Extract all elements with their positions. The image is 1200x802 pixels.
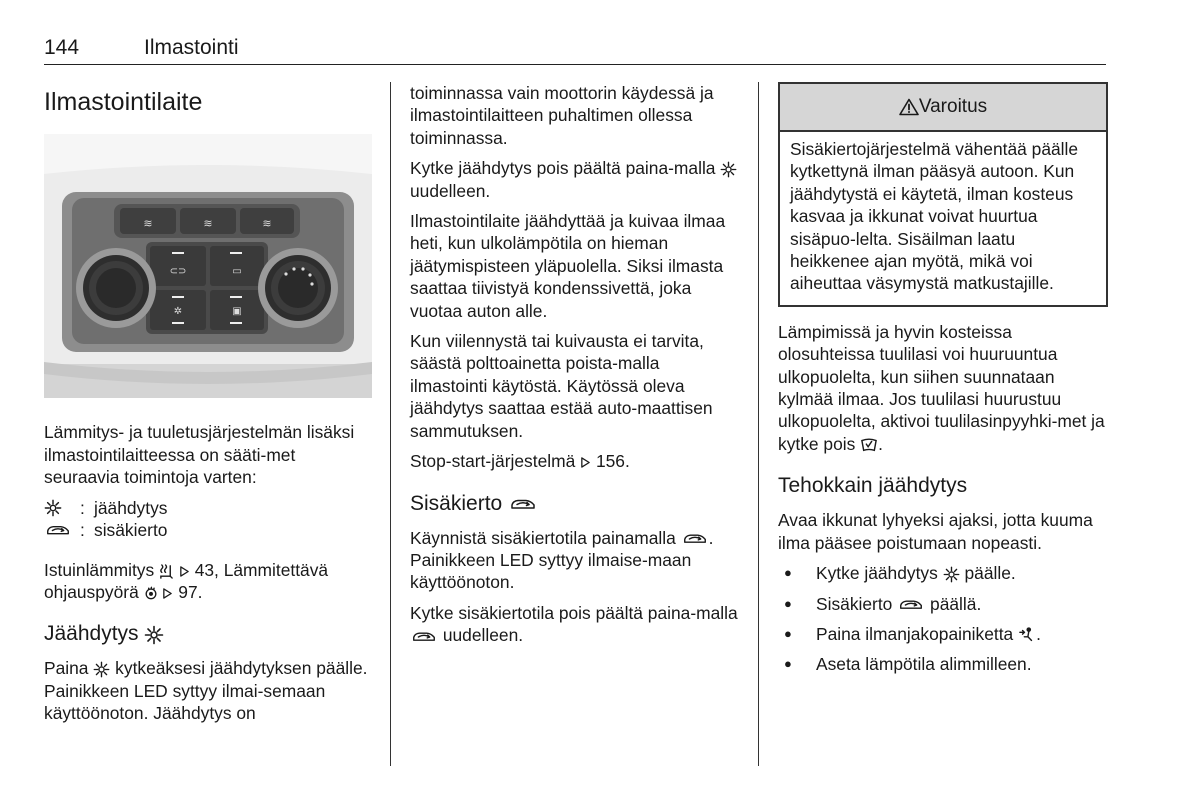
seat-heating-icon (159, 563, 174, 580)
page-reference-icon (580, 456, 591, 469)
snowflake-icon (93, 661, 110, 678)
list-item: ● Sisäkierto päällä. (778, 593, 1108, 615)
column-divider (390, 82, 391, 766)
section-title: Ilmastointi (144, 36, 239, 59)
recirculation-icon (681, 531, 709, 546)
steps-list (778, 562, 1108, 676)
paragraph: Stop-start-järjestelmä 156. (410, 451, 630, 472)
snowflake-icon (943, 566, 960, 583)
svg-text:≋: ≋ (143, 217, 153, 230)
windshield-defog-icon (860, 437, 878, 453)
warning-box (778, 82, 1108, 307)
page-reference-icon (179, 565, 190, 578)
page-number: 144 (44, 36, 80, 59)
snowflake-icon (44, 499, 62, 517)
svg-text:⊂⊃: ⊂⊃ (169, 266, 187, 277)
intro-paragraph: Lämmitys- ja tuuletusjärjestelmän lisäksi ilmastointilaitteessa on sääti-met seuraavia toimintoja varten: (44, 422, 355, 488)
warning-header (780, 84, 1106, 132)
legend-item: : sisäkierto (44, 519, 374, 541)
page-ref[interactable]: 156. (595, 451, 630, 472)
warning-title: Varoitus (918, 95, 988, 117)
svg-text:≋: ≋ (203, 217, 213, 230)
recirculation-icon (44, 522, 72, 538)
svg-text:✲: ✲ (173, 306, 183, 317)
column-3 (778, 82, 1108, 684)
svg-text:▣: ▣ (232, 306, 242, 317)
column-1 (44, 82, 374, 733)
paragraph: toiminnassa vain moottorin käydessä ja ilmastointilaitteen puhaltimen ollessa toiminnassa. (410, 83, 714, 148)
column-divider (758, 82, 759, 766)
warning-triangle-icon (899, 98, 919, 116)
subsection-heading: Tehokkain jäähdytys (778, 474, 968, 498)
paragraph: Lämpimissä ja hyvin kosteissa olosuhteissa tuulilasi voi huuruuntua ulkopuolelta, kun siihen suunnataan kylmää ilmaa. Jos tuulilasi huurustuu ulkopuolelta, aktivoi tuulilasinpyyhki-met ja kytke pois . (778, 321, 1105, 454)
air-distribution-icon (1018, 627, 1036, 643)
svg-text:▭: ▭ (232, 266, 242, 277)
page-ref[interactable]: 97. (178, 582, 203, 603)
paragraph: Kytke sisäkiertotila pois päältä paina-malla uudelleen. (410, 602, 738, 646)
legend-text: jäähdytys (94, 497, 168, 518)
page-ref[interactable]: 43 (194, 559, 215, 580)
page-reference-icon (162, 587, 173, 600)
cooling-paragraph: Paina kytkeäksesi jäähdytyksen päälle. Painikkeen LED syttyy ilmai-semaan käyttöönoton. Jäähdytys on (44, 658, 368, 724)
list-item: ● Paina ilmanjakopainiketta . (778, 623, 1108, 645)
paragraph: Avaa ikkunat lyhyeksi ajaksi, jotta kuuma ilma pääsee poistumaan nopeasti. (778, 510, 1093, 553)
section-heading: Ilmastointilaite (44, 88, 203, 116)
subsection-heading: Jäähdytys (44, 621, 374, 647)
heated-steering-wheel-icon (144, 586, 158, 600)
column-2 (410, 82, 740, 655)
warning-text: Sisäkiertojärjestelmä vähentää päälle kytkettynä ilman pääsyä autoon. Kun jäähdytystä ei käytetä, ilman kosteus kasvaa ja ikkunat voivat huurtua sisäpuo-lelta. Sisäilman laatu heikkenee ajan myötä, mikä voi aiheuttaa väsymystä matkustajille. (790, 139, 1079, 294)
recirculation-icon (508, 496, 538, 512)
svg-text:≋: ≋ (262, 217, 272, 230)
cross-reference-paragraph: Istuinlämmitys 43, Lämmitettävä ohjauspyörä 97. (44, 559, 329, 603)
paragraph: Kytke jäähdytys pois päältä paina-malla uudelleen. (410, 157, 740, 202)
recirculation-icon (410, 629, 438, 644)
legend-item: : jäähdytys (44, 497, 374, 519)
page-header (44, 36, 1106, 65)
legend-text: sisäkierto (94, 519, 168, 540)
paragraph: Kun viilennystä tai kuivausta ei tarvita, säästä polttoainetta poista-malla ilmastointi käytöstä. Käytössä oleva jäähdytys saattaa estää auto-maattisen sammutuksen. (410, 331, 713, 441)
subsection-heading: Sisäkierto (410, 491, 740, 517)
list-item: ● Kytke jäähdytys päälle. (778, 562, 1108, 584)
paragraph: Käynnistä sisäkiertotila painamalla . Painikkeen LED syttyy ilmaise-maan käyttöönoton. (410, 527, 714, 593)
climate-control-panel-image (44, 134, 372, 398)
list-item: ● Aseta lämpötila alimmilleen. (778, 653, 1108, 675)
recirculation-icon (897, 597, 925, 612)
paragraph: Ilmastointilaite jäähdyttää ja kuivaa ilmaa heti, kun ulkolämpötila on hieman jäätymispisteen yläpuolella. Siksi ilmasta saattaa tiivistyä kondenssivettä, joka vuotaa auton alle. (410, 211, 726, 321)
snowflake-icon (720, 161, 737, 178)
snowflake-icon (144, 625, 164, 645)
